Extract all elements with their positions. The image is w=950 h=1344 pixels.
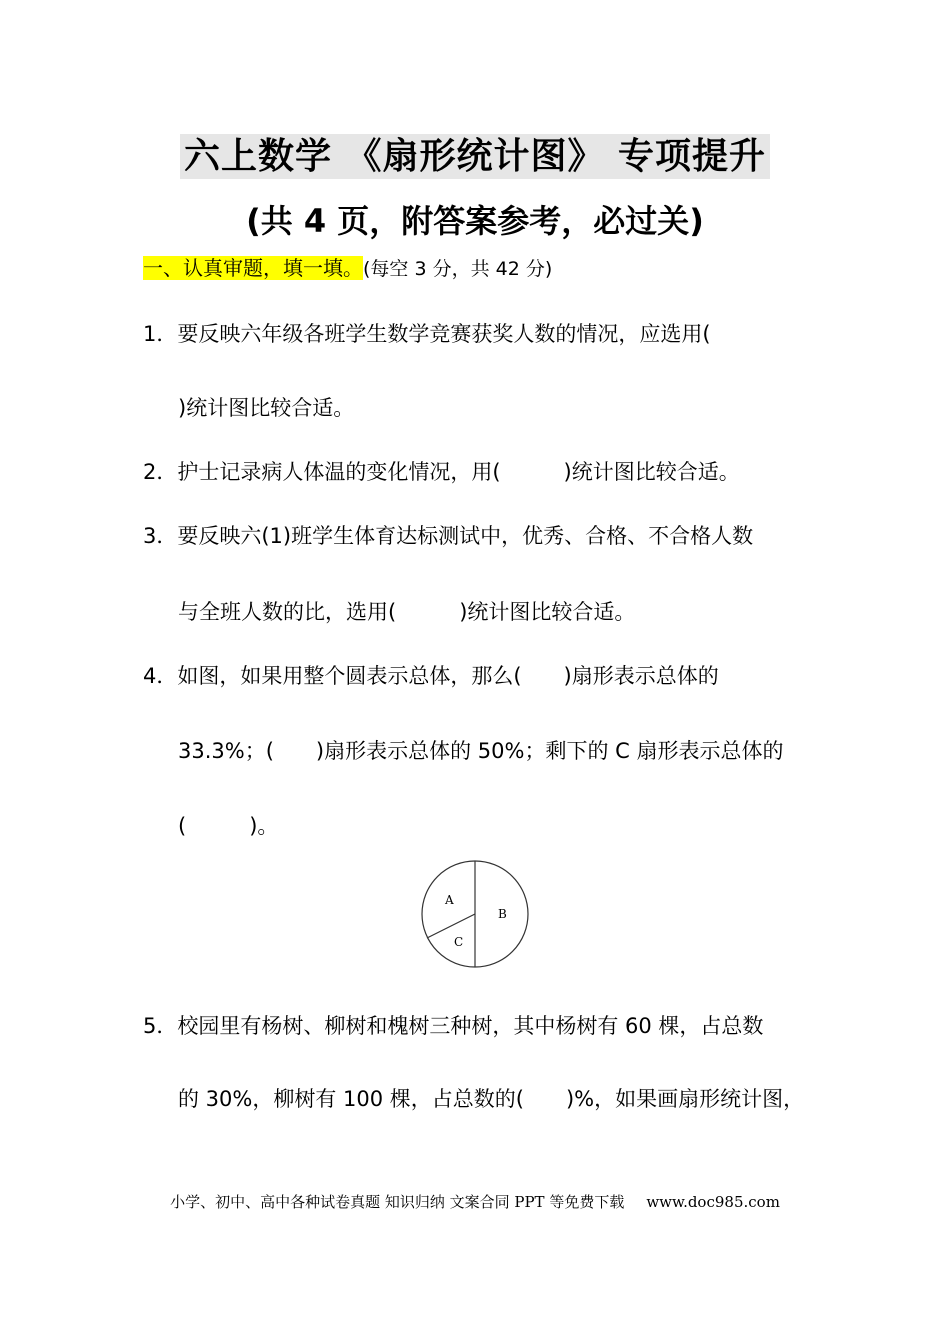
section-1-heading [143, 252, 552, 281]
question-2-line-1: 2．护士记录病人体温的变化情况，用( )统计图比较合适。 [143, 460, 740, 484]
pie-label-b: B [498, 907, 507, 921]
question-4-line-3: ( )。 [178, 814, 279, 838]
question-4-line-2: 33.3%；( )扇形表示总体的 50%；剩下的 C 扇形表示总体的 [178, 739, 784, 763]
question-1-line-2: )统计图比较合适。 [178, 396, 355, 420]
page-subtitle: (共 4 页，附答案参考，必过关) [246, 202, 704, 240]
pie-divider-ac [427, 914, 475, 938]
footer-url[interactable]: www.doc985.com [646, 1193, 780, 1211]
question-5-line-2: 的 30%，柳树有 100 棵，占总数的( )%，如果画扇形统计图， [178, 1087, 805, 1111]
section-1-title: 一、认真审题，填一填。 [143, 256, 363, 280]
page-footer [0, 1191, 950, 1212]
question-4-line-1: 4．如图，如果用整个圆表示总体，那么( )扇形表示总体的 [143, 664, 719, 688]
pie-figure [419, 860, 533, 970]
question-3-line-2: 与全班人数的比，选用( )统计图比较合适。 [178, 600, 636, 624]
page-title-text: 六上数学 《扇形统计图》 专项提升 [180, 134, 770, 179]
section-1-score-note: (每空 3 分，共 42 分) [363, 258, 553, 280]
pie-label-a: A [445, 893, 454, 907]
question-5-line-1: 5．校园里有杨树、柳树和槐树三种树，其中杨树有 60 棵，占总数 [143, 1014, 764, 1038]
pie-label-c: C [454, 935, 464, 949]
question-1-line-1: 1．要反映六年级各班学生数学竞赛获奖人数的情况，应选用( [143, 322, 711, 346]
footer-text: 小学、初中、高中各种试卷真题 知识归纳 文案合同 PPT 等免费下载 [170, 1193, 625, 1211]
question-3-line-1: 3．要反映六(1)班学生体育达标测试中，优秀、合格、不合格人数 [143, 524, 754, 548]
page-title [0, 128, 950, 179]
